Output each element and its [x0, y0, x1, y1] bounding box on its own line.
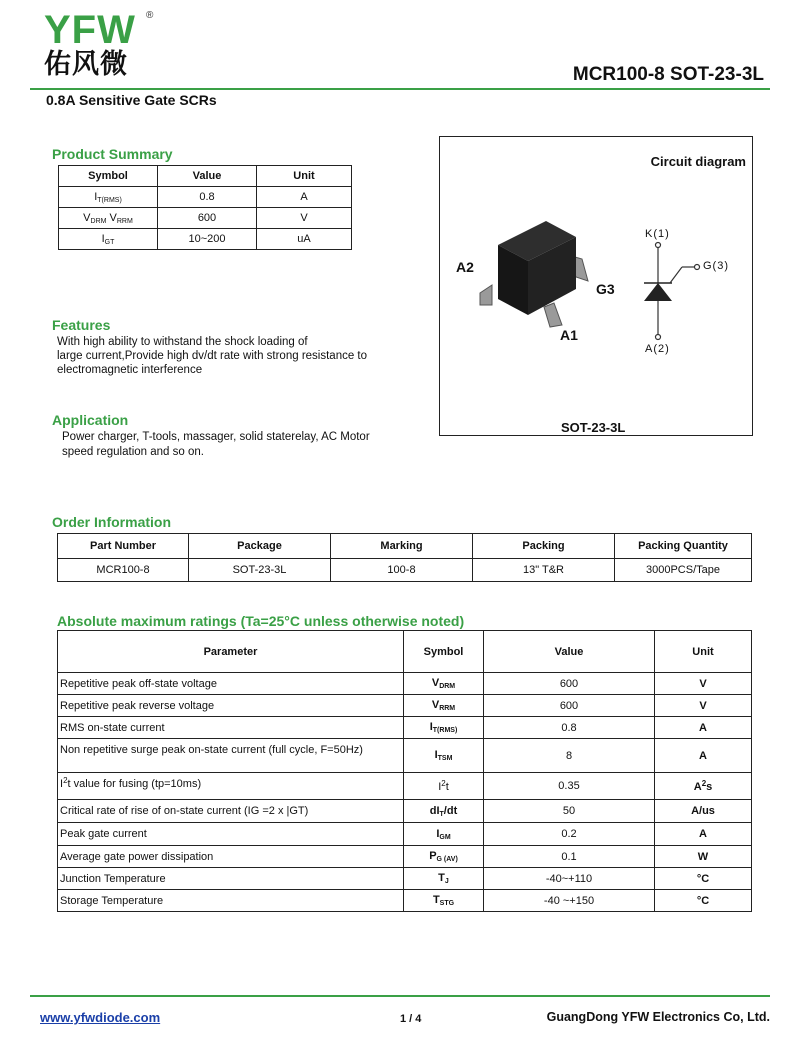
registered-mark: ®: [146, 10, 154, 21]
ratings-header: Parameter: [58, 631, 404, 673]
summary-unit: V: [257, 208, 352, 229]
document-subtitle: 0.8A Sensitive Gate SCRs: [46, 92, 217, 108]
pin-label-a1: A1: [560, 327, 578, 343]
ratings-value: -40~+110: [484, 868, 655, 890]
ratings-value: 8: [484, 739, 655, 773]
pin-label-g3: G3: [596, 281, 615, 297]
summary-value: 10~200: [158, 229, 257, 250]
summary-symbol: $I_{GT}$: [59, 229, 158, 250]
order-header: Package: [189, 534, 331, 559]
summary-header-unit: Unit: [257, 166, 352, 187]
table-row: [58, 823, 752, 846]
table-row: [58, 559, 752, 582]
summary-symbol: $V_{DRM}$ $V_{RRM}$: [59, 208, 158, 229]
order-header: Packing: [473, 534, 615, 559]
ratings-unit: A/us: [655, 800, 752, 823]
ratings-value: 600: [484, 695, 655, 717]
ratings-symbol: $I_{GM}$: [404, 823, 484, 846]
application-line: speed regulation and so on.: [62, 446, 204, 458]
ratings-title: Absolute maximum ratings (Ta=25°C unless otherwise noted): [57, 613, 465, 629]
ratings-param: Repetitive peak reverse voltage: [58, 695, 404, 717]
features-line: large current,Provide high dv/dt rate with strong resistance to: [57, 350, 368, 362]
ratings-param: $I^2t$ value for fusing (tp=10ms): [58, 773, 404, 800]
scr-triangle: [644, 283, 672, 301]
features-title: Features: [52, 317, 111, 333]
ratings-param: Average gate power dissipation: [58, 846, 404, 868]
table-row: [58, 695, 752, 717]
part-title: MCR100-8 SOT-23-3L: [572, 64, 764, 85]
ratings-table: [57, 630, 752, 912]
ratings-unit: W: [655, 846, 752, 868]
header-divider: [30, 88, 770, 90]
logo-letters: YFW: [44, 8, 136, 52]
company-name: GuangDong YFW Electronics Co, Ltd.: [546, 1010, 770, 1024]
ratings-symbol: $T_{STG}$: [404, 890, 484, 912]
ratings-param: Storage Temperature: [58, 890, 404, 912]
table-row: [58, 739, 752, 773]
product-summary-title: Product Summary: [52, 146, 173, 162]
table-row: [58, 717, 752, 739]
ratings-param: Critical rate of rise of on-state current (IG =2 x |GT): [58, 800, 404, 823]
table-row: [59, 187, 352, 208]
symbol-label-k: K(1): [645, 228, 670, 240]
ratings-header: Value: [484, 631, 655, 673]
order-info-title: Order Information: [52, 514, 172, 530]
ratings-header: Unit: [655, 631, 752, 673]
summary-value: 0.8: [158, 187, 257, 208]
order-info-table: [57, 533, 752, 582]
ratings-param: RMS on-state current: [58, 717, 404, 739]
application-title: Application: [52, 412, 129, 428]
ratings-symbol: $V_{DRM}$: [404, 673, 484, 695]
ratings-param: Junction Temperature: [58, 868, 404, 890]
ratings-header: Symbol: [404, 631, 484, 673]
ratings-value: 0.1: [484, 846, 655, 868]
ratings-unit: A: [655, 739, 752, 773]
order-cell: 100-8: [331, 559, 473, 582]
website-link[interactable]: www.yfwdiode.com: [40, 1010, 161, 1025]
lead-a1: [544, 303, 562, 327]
table-row: [59, 229, 352, 250]
ratings-unit: °C: [655, 868, 752, 890]
symbol-label-a: A(2): [645, 343, 670, 355]
ratings-unit: V: [655, 673, 752, 695]
features-text: [57, 335, 367, 377]
summary-value: 600: [158, 208, 257, 229]
company-logo: [44, 10, 154, 88]
table-row: [58, 890, 752, 912]
symbol-label-g: G(3): [703, 260, 729, 272]
table-row: [58, 846, 752, 868]
features-line: electromagnetic interference: [57, 364, 203, 376]
application-text: [62, 430, 370, 460]
ratings-param: Peak gate current: [58, 823, 404, 846]
ratings-param: Non repetitive surge peak on-state current (full cycle, F=50Hz): [58, 739, 404, 773]
ratings-unit: A: [655, 823, 752, 846]
order-cell: MCR100-8: [58, 559, 189, 582]
order-cell: 13" T&R: [473, 559, 615, 582]
ratings-value: 0.8: [484, 717, 655, 739]
page-number: 1 / 4: [400, 1013, 422, 1025]
summary-symbol: $I_{T(RMS)}$: [59, 187, 158, 208]
circuit-diagram-box: [439, 136, 753, 436]
application-line: Power charger, T-tools, massager, solid staterelay, AC Motor: [62, 431, 370, 443]
ratings-symbol: $I^2t$: [404, 773, 484, 800]
ratings-unit: V: [655, 695, 752, 717]
order-cell: 3000PCS/Tape: [615, 559, 752, 582]
table-row: [58, 773, 752, 800]
summary-unit: uA: [257, 229, 352, 250]
ratings-symbol: $T_J$: [404, 868, 484, 890]
ratings-value: 50: [484, 800, 655, 823]
order-cell: SOT-23-3L: [189, 559, 331, 582]
ratings-value: 0.2: [484, 823, 655, 846]
lead-a2: [480, 285, 492, 305]
table-row: [58, 800, 752, 823]
ratings-symbol: $V_{RRM}$: [404, 695, 484, 717]
features-line: With high ability to withstand the shock loading of: [57, 336, 308, 348]
summary-header-symbol: Symbol: [59, 166, 158, 187]
ratings-unit: A: [655, 717, 752, 739]
ratings-unit: °C: [655, 890, 752, 912]
ratings-symbol: $I_{T(RMS)}$: [404, 717, 484, 739]
table-row: [59, 208, 352, 229]
table-row: [58, 868, 752, 890]
ratings-unit: $A^2s$: [655, 773, 752, 800]
ratings-value: -40 ~+150: [484, 890, 655, 912]
order-header: Packing Quantity: [615, 534, 752, 559]
summary-unit: A: [257, 187, 352, 208]
ratings-value: 0.35: [484, 773, 655, 800]
package-label: SOT-23-3L: [561, 420, 626, 435]
table-row: [58, 673, 752, 695]
ratings-symbol: $P_{G (AV)}$: [404, 846, 484, 868]
summary-header-value: Value: [158, 166, 257, 187]
ratings-symbol: $I_{TSM}$: [404, 739, 484, 773]
ratings-symbol: $dI_T/dt$: [404, 800, 484, 823]
circuit-diagram-title: Circuit diagram: [650, 154, 746, 169]
product-summary-table: [58, 165, 352, 250]
order-header: Part Number: [58, 534, 189, 559]
order-header: Marking: [331, 534, 473, 559]
ratings-param: Repetitive peak off-state voltage: [58, 673, 404, 695]
ratings-value: 600: [484, 673, 655, 695]
footer-divider: [30, 995, 770, 997]
logo-chinese-name: 佑风微: [44, 49, 128, 80]
pin-label-a2: A2: [456, 259, 474, 275]
